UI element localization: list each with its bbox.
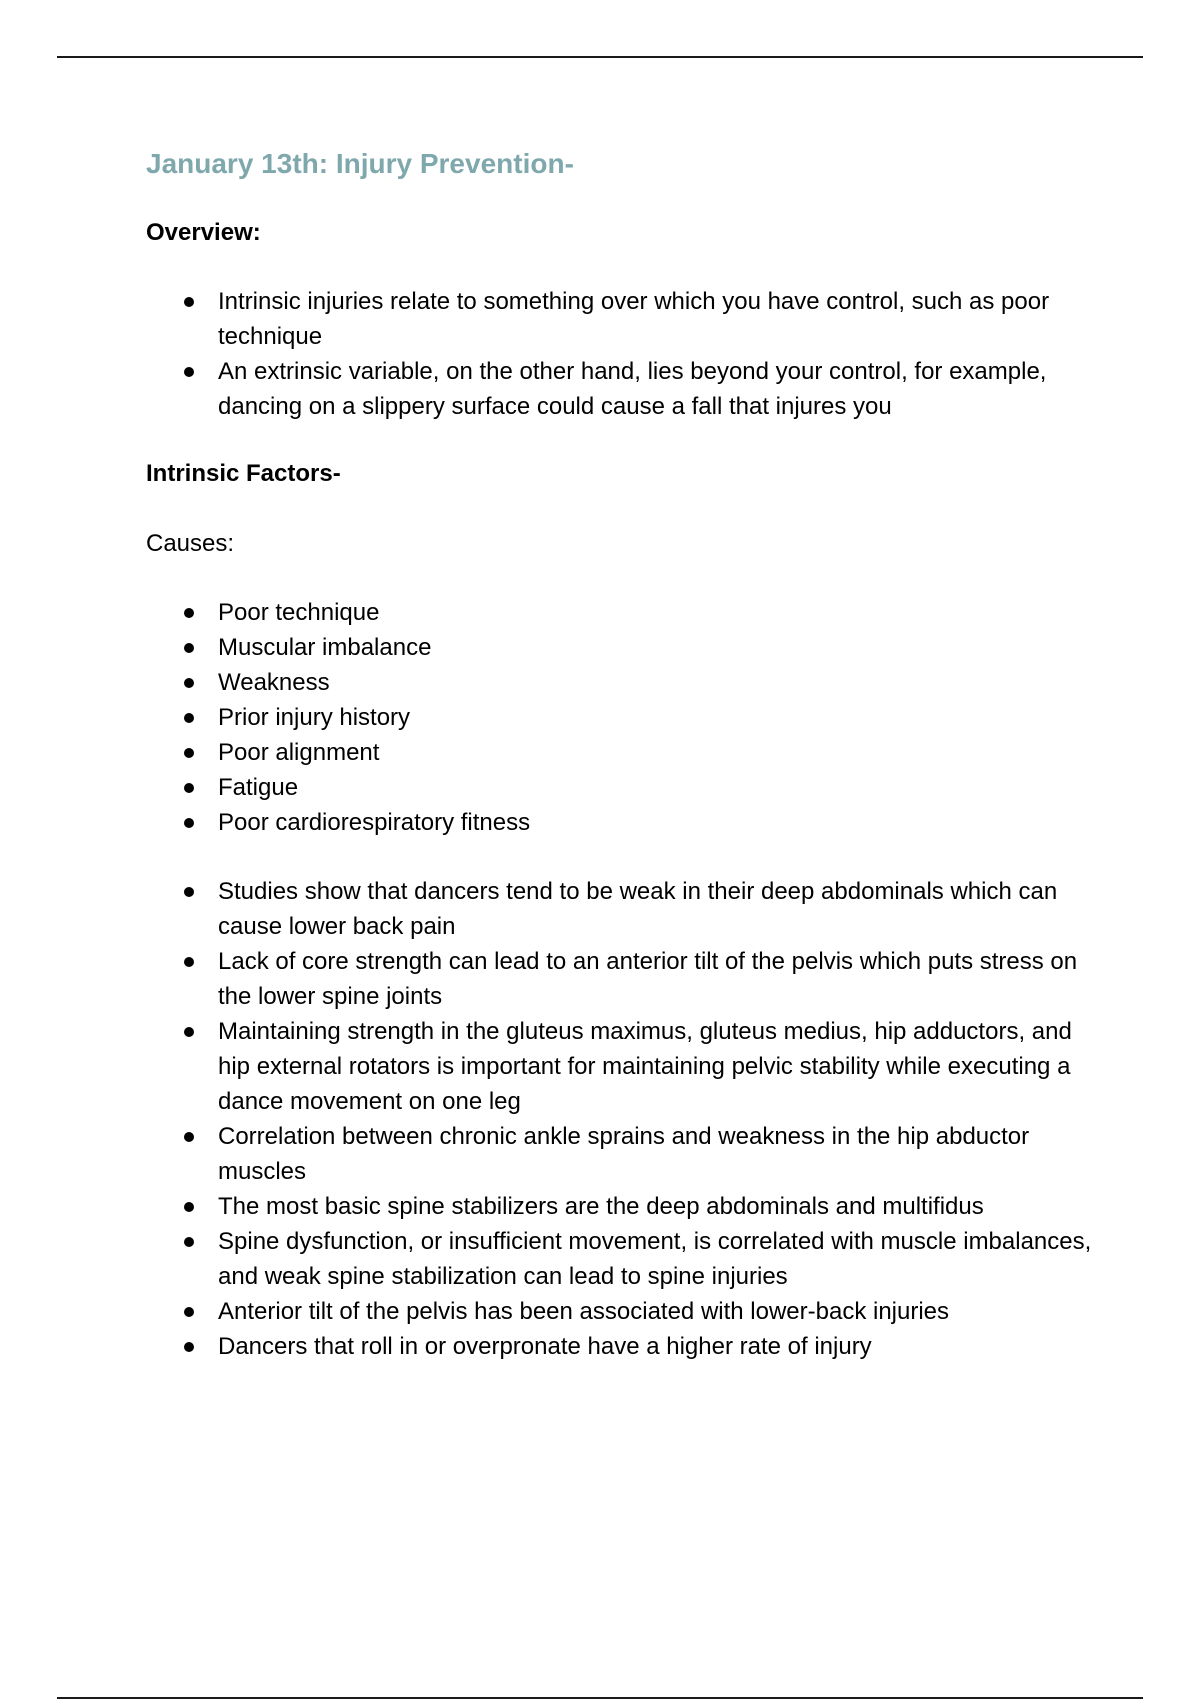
list-item xyxy=(146,1119,1106,1189)
list-item-text: Poor alignment xyxy=(218,739,380,766)
list-item-text: Maintaining strength in the gluteus maximus, gluteus medius, hip adductors, and hip external rotators is important for maintaining pelvic stability while executing a dance movement on one leg xyxy=(218,1018,1072,1115)
list-item xyxy=(146,944,1106,1014)
list-item-text: Fatigue xyxy=(218,774,299,801)
causes-list xyxy=(146,595,1106,840)
bullet-icon xyxy=(184,783,194,793)
bullet-icon xyxy=(184,1307,194,1317)
bullet-icon xyxy=(184,367,194,377)
list-item-text: Poor cardiorespiratory fitness xyxy=(218,809,531,836)
list-item-text: The most basic spine stabilizers are the deep abdominals and multifidus xyxy=(218,1193,984,1220)
list-item xyxy=(146,874,1106,944)
list-item xyxy=(146,284,1106,354)
bottom-rule xyxy=(57,1697,1143,1699)
list-item xyxy=(146,630,1106,665)
list-item-text: Poor technique xyxy=(218,599,380,626)
list-item xyxy=(146,354,1106,424)
list-item xyxy=(146,1294,1106,1329)
list-item-text: Dancers that roll in or overpronate have a higher rate of injury xyxy=(218,1333,872,1360)
list-item-text: Weakness xyxy=(218,669,330,696)
page-title: January 13th: Injury Prevention- xyxy=(146,148,574,179)
list-item-text: An extrinsic variable, on the other hand, lies beyond your control, for example, dancing on a slippery surface could cause a fall that injures you xyxy=(218,358,1047,420)
top-rule xyxy=(57,56,1143,58)
document-body xyxy=(146,144,1106,1364)
bullet-icon xyxy=(184,1132,194,1142)
overview-heading: Overview: xyxy=(146,219,261,246)
list-item-text: Anterior tilt of the pelvis has been associated with lower-back injuries xyxy=(218,1298,950,1325)
list-item xyxy=(146,665,1106,700)
list-item-text: Correlation between chronic ankle sprains and weakness in the hip abductor muscles xyxy=(218,1123,1030,1185)
list-item-text: Spine dysfunction, or insufficient movement, is correlated with muscle imbalances, and weak spine stabilization can lead to spine injuries xyxy=(218,1228,1092,1290)
bullet-icon xyxy=(184,1202,194,1212)
list-item xyxy=(146,700,1106,735)
bullet-icon xyxy=(184,887,194,897)
bullet-icon xyxy=(184,678,194,688)
bullet-icon xyxy=(184,297,194,307)
list-item-text: Intrinsic injuries relate to something over which you have control, such as poor technique xyxy=(218,288,1050,350)
bullet-icon xyxy=(184,1237,194,1247)
list-item-text: Lack of core strength can lead to an anterior tilt of the pelvis which puts stress on the lower spine joints xyxy=(218,948,1078,1010)
list-item xyxy=(146,1329,1106,1364)
bullet-icon xyxy=(184,1342,194,1352)
list-item xyxy=(146,1189,1106,1224)
list-item xyxy=(146,805,1106,840)
list-item xyxy=(146,770,1106,805)
list-item xyxy=(146,735,1106,770)
bullet-icon xyxy=(184,818,194,828)
intrinsic-factors-heading: Intrinsic Factors- xyxy=(146,460,341,487)
bullet-icon xyxy=(184,608,194,618)
bullet-icon xyxy=(184,643,194,653)
bullet-icon xyxy=(184,748,194,758)
overview-list xyxy=(146,284,1106,424)
list-item xyxy=(146,1014,1106,1119)
list-item-text: Muscular imbalance xyxy=(218,634,432,661)
bullet-icon xyxy=(184,1027,194,1037)
list-item-text: Prior injury history xyxy=(218,704,411,731)
notes-list xyxy=(146,874,1106,1364)
list-item xyxy=(146,1224,1106,1294)
bullet-icon xyxy=(184,713,194,723)
list-item-text: Studies show that dancers tend to be weak in their deep abdominals which can cause lower back pain xyxy=(218,878,1058,940)
causes-label: Causes: xyxy=(146,530,235,557)
list-item xyxy=(146,595,1106,630)
bullet-icon xyxy=(184,957,194,967)
